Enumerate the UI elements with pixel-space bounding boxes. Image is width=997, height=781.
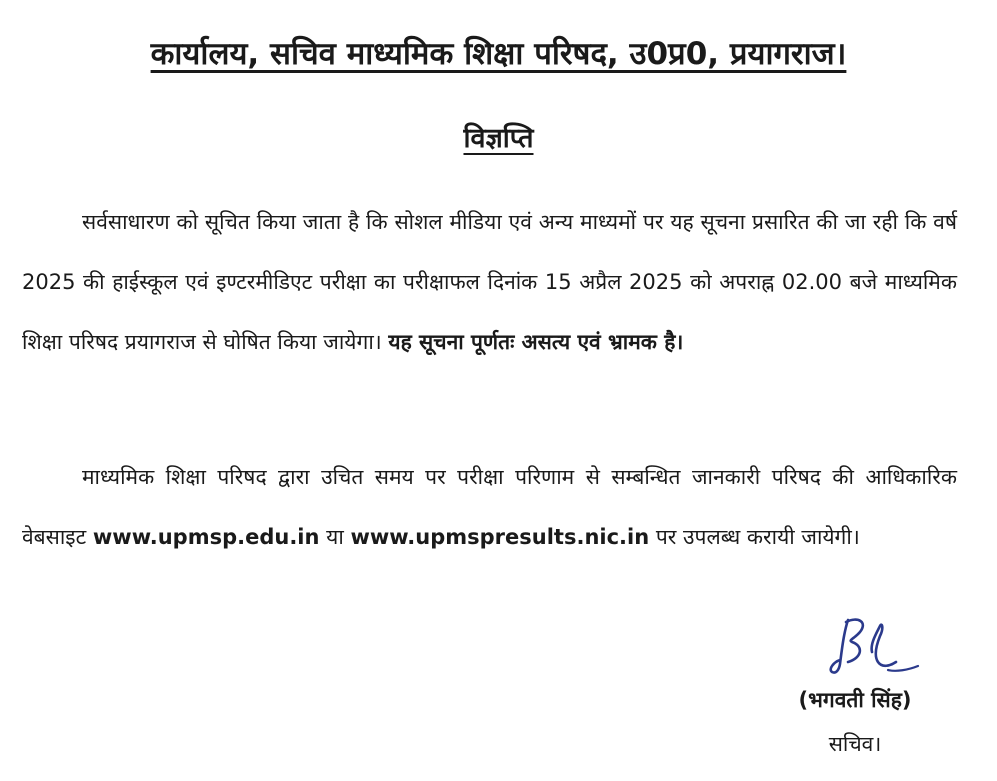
signatory-name: (भगवती सिंह) [798, 688, 912, 712]
paragraph-1-emphasis: यह सूचना पूर्णतः असत्य एवं भ्रामक है। [388, 330, 684, 354]
handwritten-signature [818, 612, 928, 686]
notice-heading: विज्ञप्ति [463, 123, 534, 154]
paragraph-2-part1: माध्यमिक शिक्षा परिषद द्वारा उचित समय पर परीक्षा परिणाम से सम्बन्धित जानकारी परिषद की आधिकारिक वेबसाइट [22, 465, 957, 549]
notice-paragraph-1 [22, 192, 957, 372]
signatory-designation: सचिव। [828, 732, 882, 756]
website-link-upmsp[interactable]: www.upmsp.edu.in [92, 525, 320, 549]
website-link-upmspresults[interactable]: www.upmspresults.nic.in [350, 525, 650, 549]
paragraph-2-connector: या [326, 525, 344, 549]
notice-paragraph-2 [22, 447, 957, 567]
paragraph-1-text: सर्वसाधारण को सूचित किया जाता है कि सोशल मीडिया एवं अन्य माध्यमों पर यह सूचना प्रसारित की जा रही कि वर्ष 2025 की हाईस्कूल एवं इण्टरमीडिएट परीक्षा का परीक्षाफल दिनांक 15 अप्रैल 2025 को अपराह्न 02.00 बजे माध्यमिक शिक्षा परिषद प्रयागराज से घोषित किया जायेगा। [22, 210, 957, 354]
office-title: कार्यालय, सचिव माध्यमिक शिक्षा परिषद, उ0प्र0, प्रयागराज। [150, 36, 847, 72]
paragraph-2-part2: पर उपलब्ध करायी जायेगी। [655, 525, 860, 549]
